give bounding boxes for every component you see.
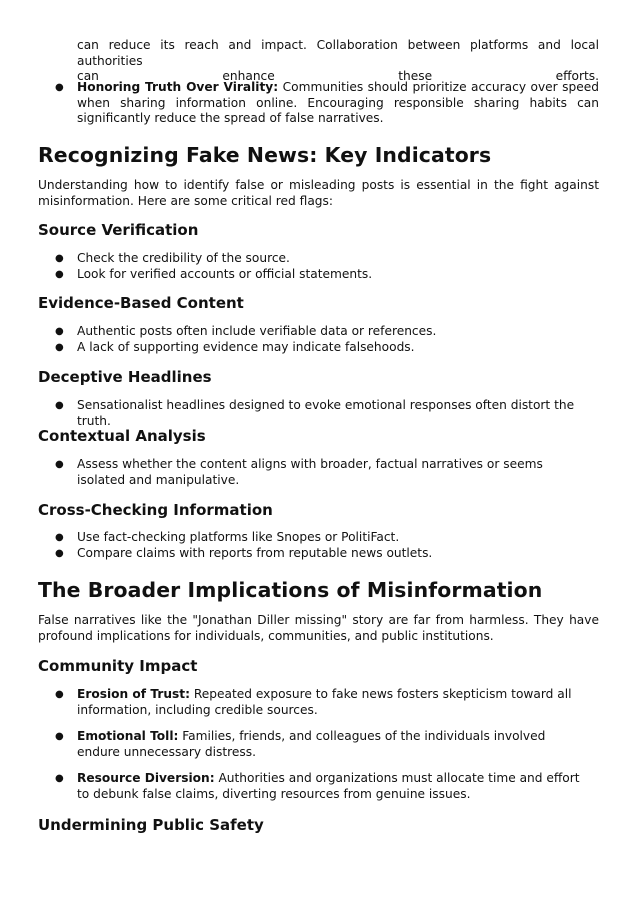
honoring-text: Communities should prioritize accuracy over speed when sharing information online. Encouraging responsible sharing habits can significantly reduce the spread of false narratives. xyxy=(77,80,599,125)
honoring-label: Honoring Truth Over Virality: xyxy=(77,80,279,94)
item-text: Authorities and organizations must allocate time and effort to debunk false claims, diverting resources from genuine issues. xyxy=(77,771,580,801)
heading-contextual-analysis: Contextual Analysis xyxy=(38,427,206,445)
heading-community-impact: Community Impact xyxy=(38,657,198,675)
list-item: ● Sensationalist headlines designed to evoke emotional responses often distort the truth. xyxy=(38,398,599,429)
list-item: ● A lack of supporting evidence may indicate falsehoods. xyxy=(38,340,599,356)
item-text: Repeated exposure to fake news fosters skepticism toward all information, including credible sources. xyxy=(77,687,572,717)
list-item: ● Authentic posts often include verifiable data or references. xyxy=(38,324,599,340)
item-label: Emotional Toll: xyxy=(77,729,179,743)
heading-undermining-public-safety: Undermining Public Safety xyxy=(38,816,264,834)
item-label: Erosion of Trust: xyxy=(77,687,190,701)
item-text: Families, friends, and colleagues of the individuals involved endure unnecessary distress. xyxy=(77,729,546,759)
honoring-list xyxy=(38,80,599,127)
implications-intro: False narratives like the "Jonathan Diller missing" story are far from harmless. They have profound implications for individuals, communities, and public institutions. xyxy=(38,613,599,643)
continuation-paragraph xyxy=(38,38,599,85)
list-item-emotional-toll xyxy=(38,729,599,760)
list-item-resource-diversion xyxy=(38,771,599,802)
list-item: ● Check the credibility of the source. xyxy=(38,251,599,267)
heading-broader-implications: The Broader Implications of Misinformation xyxy=(38,578,543,602)
cross-checking-list xyxy=(38,530,599,561)
item-label: Resource Diversion: xyxy=(77,771,215,785)
contextual-list xyxy=(38,457,599,488)
community-impact-list xyxy=(38,687,599,802)
heading-cross-checking: Cross-Checking Information xyxy=(38,501,273,519)
list-item: ● Look for verified accounts or official statements. xyxy=(38,267,599,283)
source-verification-list xyxy=(38,251,599,282)
list-item-honoring xyxy=(38,80,599,127)
heading-evidence-based-content: Evidence-Based Content xyxy=(38,294,244,312)
headlines-list xyxy=(38,398,599,429)
list-item: ● Assess whether the content aligns with broader, factual narratives or seems isolated and manipulative. xyxy=(38,457,599,488)
heading-source-verification: Source Verification xyxy=(38,221,199,239)
continuation-line-1: can reduce its reach and impact. Collaboration between platforms and local authorities xyxy=(77,38,599,68)
heading-recognizing-fake-news: Recognizing Fake News: Key Indicators xyxy=(38,143,492,167)
evidence-list xyxy=(38,324,599,355)
list-item-erosion-of-trust xyxy=(38,687,599,718)
list-item: ● Use fact-checking platforms like Snopes or PolitiFact. xyxy=(38,530,599,546)
fake-news-intro: Understanding how to identify false or misleading posts is essential in the fight against misinformation. Here are some critical red flags: xyxy=(38,178,599,208)
continuation-line-2: can enhance these efforts. xyxy=(77,69,599,83)
heading-deceptive-headlines: Deceptive Headlines xyxy=(38,368,212,386)
list-item: ● Compare claims with reports from reputable news outlets. xyxy=(38,546,599,562)
